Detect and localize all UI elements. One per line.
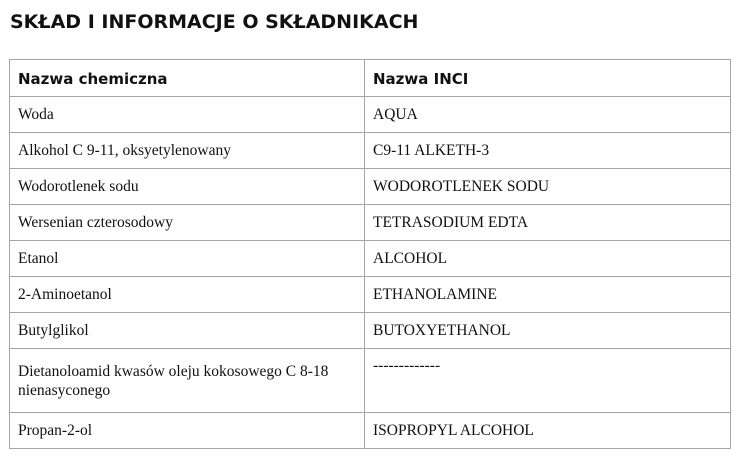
table-row xyxy=(10,349,731,413)
inci-name-cell: AQUA xyxy=(365,97,731,133)
page-title: SKŁAD I INFORMACJE O SKŁADNIKACH xyxy=(10,11,419,33)
table-row xyxy=(10,97,731,133)
chemical-name-cell: Butylglikol xyxy=(10,313,365,349)
inci-name-cell: ALCOHOL xyxy=(365,241,731,277)
chemical-name-cell: Wodorotlenek sodu xyxy=(10,169,365,205)
chemical-name-cell: Alkohol C 9-11, oksyetylenowany xyxy=(10,133,365,169)
chemical-name-cell: Wersenian czterosodowy xyxy=(10,205,365,241)
table-row xyxy=(10,133,731,169)
inci-name-cell: ETHANOLAMINE xyxy=(365,277,731,313)
table-row xyxy=(10,205,731,241)
ingredients-table xyxy=(9,59,731,449)
table-row xyxy=(10,313,731,349)
table-row xyxy=(10,241,731,277)
column-header-chemical-name: Nazwa chemiczna xyxy=(10,60,365,97)
column-header-inci-name: Nazwa INCI xyxy=(365,60,731,97)
chemical-name-cell: Etanol xyxy=(10,241,365,277)
chemical-name-cell: Woda xyxy=(10,97,365,133)
chemical-name-cell: Dietanoloamid kwasów oleju kokosowego C 8-18 nienasyconego xyxy=(10,349,365,413)
inci-name-cell: C9-11 ALKETH-3 xyxy=(365,133,731,169)
table-row xyxy=(10,413,731,449)
chemical-name-cell: 2-Aminoetanol xyxy=(10,277,365,313)
table-header-row xyxy=(10,60,731,97)
chemical-name-cell: Propan-2-ol xyxy=(10,413,365,449)
inci-name-cell: TETRASODIUM EDTA xyxy=(365,205,731,241)
inci-name-cell: ------------- xyxy=(365,349,731,413)
inci-name-cell: ISOPROPYL ALCOHOL xyxy=(365,413,731,449)
inci-name-cell: WODOROTLENEK SODU xyxy=(365,169,731,205)
inci-name-cell: BUTOXYETHANOL xyxy=(365,313,731,349)
table-row xyxy=(10,277,731,313)
table-row xyxy=(10,169,731,205)
